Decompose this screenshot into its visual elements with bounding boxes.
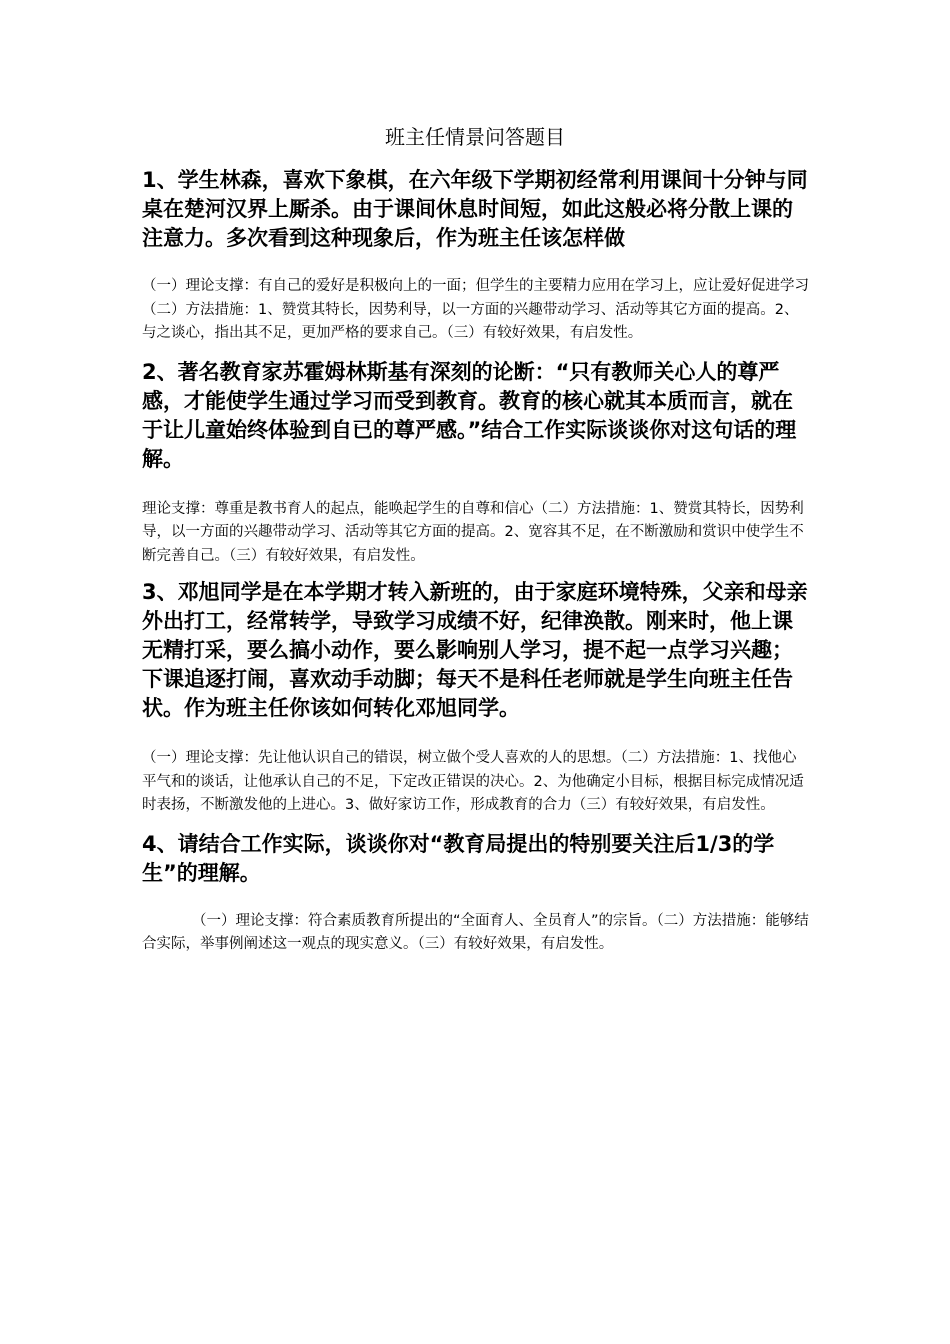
answer-4: （一）理论支撑：符合素质教育所提出的“全面育人、全员育人”的宗旨。（二）方法措施：能够结合实际，举事例阐述这一观点的现实意义。（三）有较好效果，有启发性。: [142, 912, 809, 952]
question-1: 1、学生林森，喜欢下象棋，在六年级下学期初经常利用课间十分钟与同桌在楚河汉界上厮杀。由于课间休息时间短，如此这般必将分散上课的注意力。多次看到这种现象后，作为班主任该怎样做: [142, 168, 808, 250]
answer-2: 理论支撑：尊重是教书育人的起点，能唤起学生的自尊和信心（二）方法措施：1、赞赏其特长，因势利导，以一方面的兴趣带动学习、活动等其它方面的提高。2、宽容其不足，在不断激励和赏识中使学生不断完善自己。（三）有较好效果，有启发性。: [142, 500, 804, 564]
answer-3: （一）理论支撑：先让他认识自己的错误，树立做个受人喜欢的人的思想。（二）方法措施：1、找他心平气和的谈话，让他承认自己的不足，下定改正错误的决心。2、为他确定小目标，根据目标完成情况适时表扬，不断激发他的上进心。3、做好家访工作，形成教育的合力（三）有较好效果，有启发性。: [142, 750, 804, 813]
answer-1: （一）理论支撑：有自己的爱好是积极向上的一面；但学生的主要精力应用在学习上，应让爱好促进学习（二）方法措施：1、赞赏其特长，因势利导，以一方面的兴趣带动学习、活动等其它方面的提高。2、与之谈心，指出其不足，更加严格的要求自己。（三）有较好效果，有启发性。: [142, 278, 809, 341]
document-title: 班主任情景问答题目: [385, 125, 565, 149]
document-body: [142, 166, 810, 957]
question-2: 2、著名教育家苏霍姆林斯基有深刻的论断：“只有教师关心人的尊严感，才能使学生通过学习而受到教育。教育的核心就其本质而言，就在于让儿童始终体验到自已的尊严感。”结合工作实际谈谈你对这句话的理解。: [142, 359, 797, 471]
question-4: 4、请结合工作实际，谈谈你对“教育局提出的特别要关注后1/3的学生”的理解。: [142, 831, 775, 885]
question-3: 3、邓旭同学是在本学期才转入新班的，由于家庭环境特殊，父亲和母亲外出打工，经常转学，导致学习成绩不好，纪律涣散。刚来时，他上课无精打采，要么搞小动作，要么影响别人学习，提不起一点学习兴趣；下课追逐打闹，喜欢动手动脚；每天不是科任老师就是学生向班主任告状。作为班主任你该如何转化邓旭同学。: [142, 580, 808, 720]
